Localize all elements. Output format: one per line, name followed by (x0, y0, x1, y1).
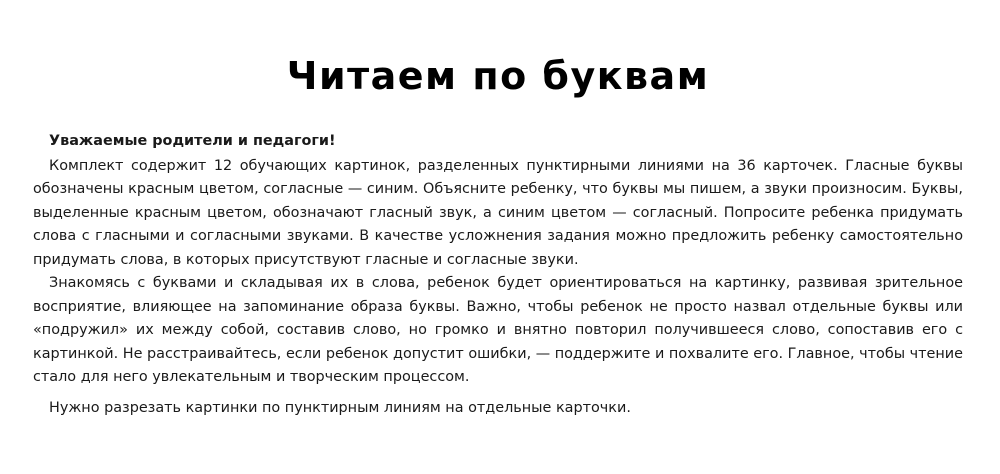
greeting-heading: Уважаемые родители и педагоги! (49, 133, 336, 149)
paragraph-cutting-instruction: Нужно разрезать картинки по пунктирным линиям на отдельные карточки. (49, 399, 631, 416)
page-title: Читаем по буквам (286, 54, 710, 98)
paragraph-intro: Комплект содержит 12 обучающих картинок, разделенных пунктирными линиями на 36 карточек. Гласные буквы обозначены красным цветом, согласные — синим. Объясните ребенку, что буквы мы пишем, а звуки произносим. Буквы, выделенные красным цветом, обозначают гласный звук, а синим цветом — согласный. Попросите ребенка придумать слова с гласными и согласными звуками. В качестве усложнения задания можно предложить ребенку самостоятельно придумать слова, в которых присутствуют гласные и согласные звуки. (33, 157, 963, 268)
paragraph-reading-advice: Знакомясь с буквами и складывая их в слова, ребенок будет ориентироваться на картинку, развивая зрительное восприятие, влияющее на запоминание образа буквы. Важно, чтобы ребенок не просто назвал отдельные буквы или «подружил» их между собой, составив слово, но громко и внятно повторил получившееся слово, сопоставив его с картинкой. Не расстраивайтесь, если ребенок допустит ошибки, — поддержите и похвалите его. Главное, чтобы чтение стало для него увлекательным и творческим процессом. (33, 275, 963, 385)
document-body (33, 130, 963, 420)
